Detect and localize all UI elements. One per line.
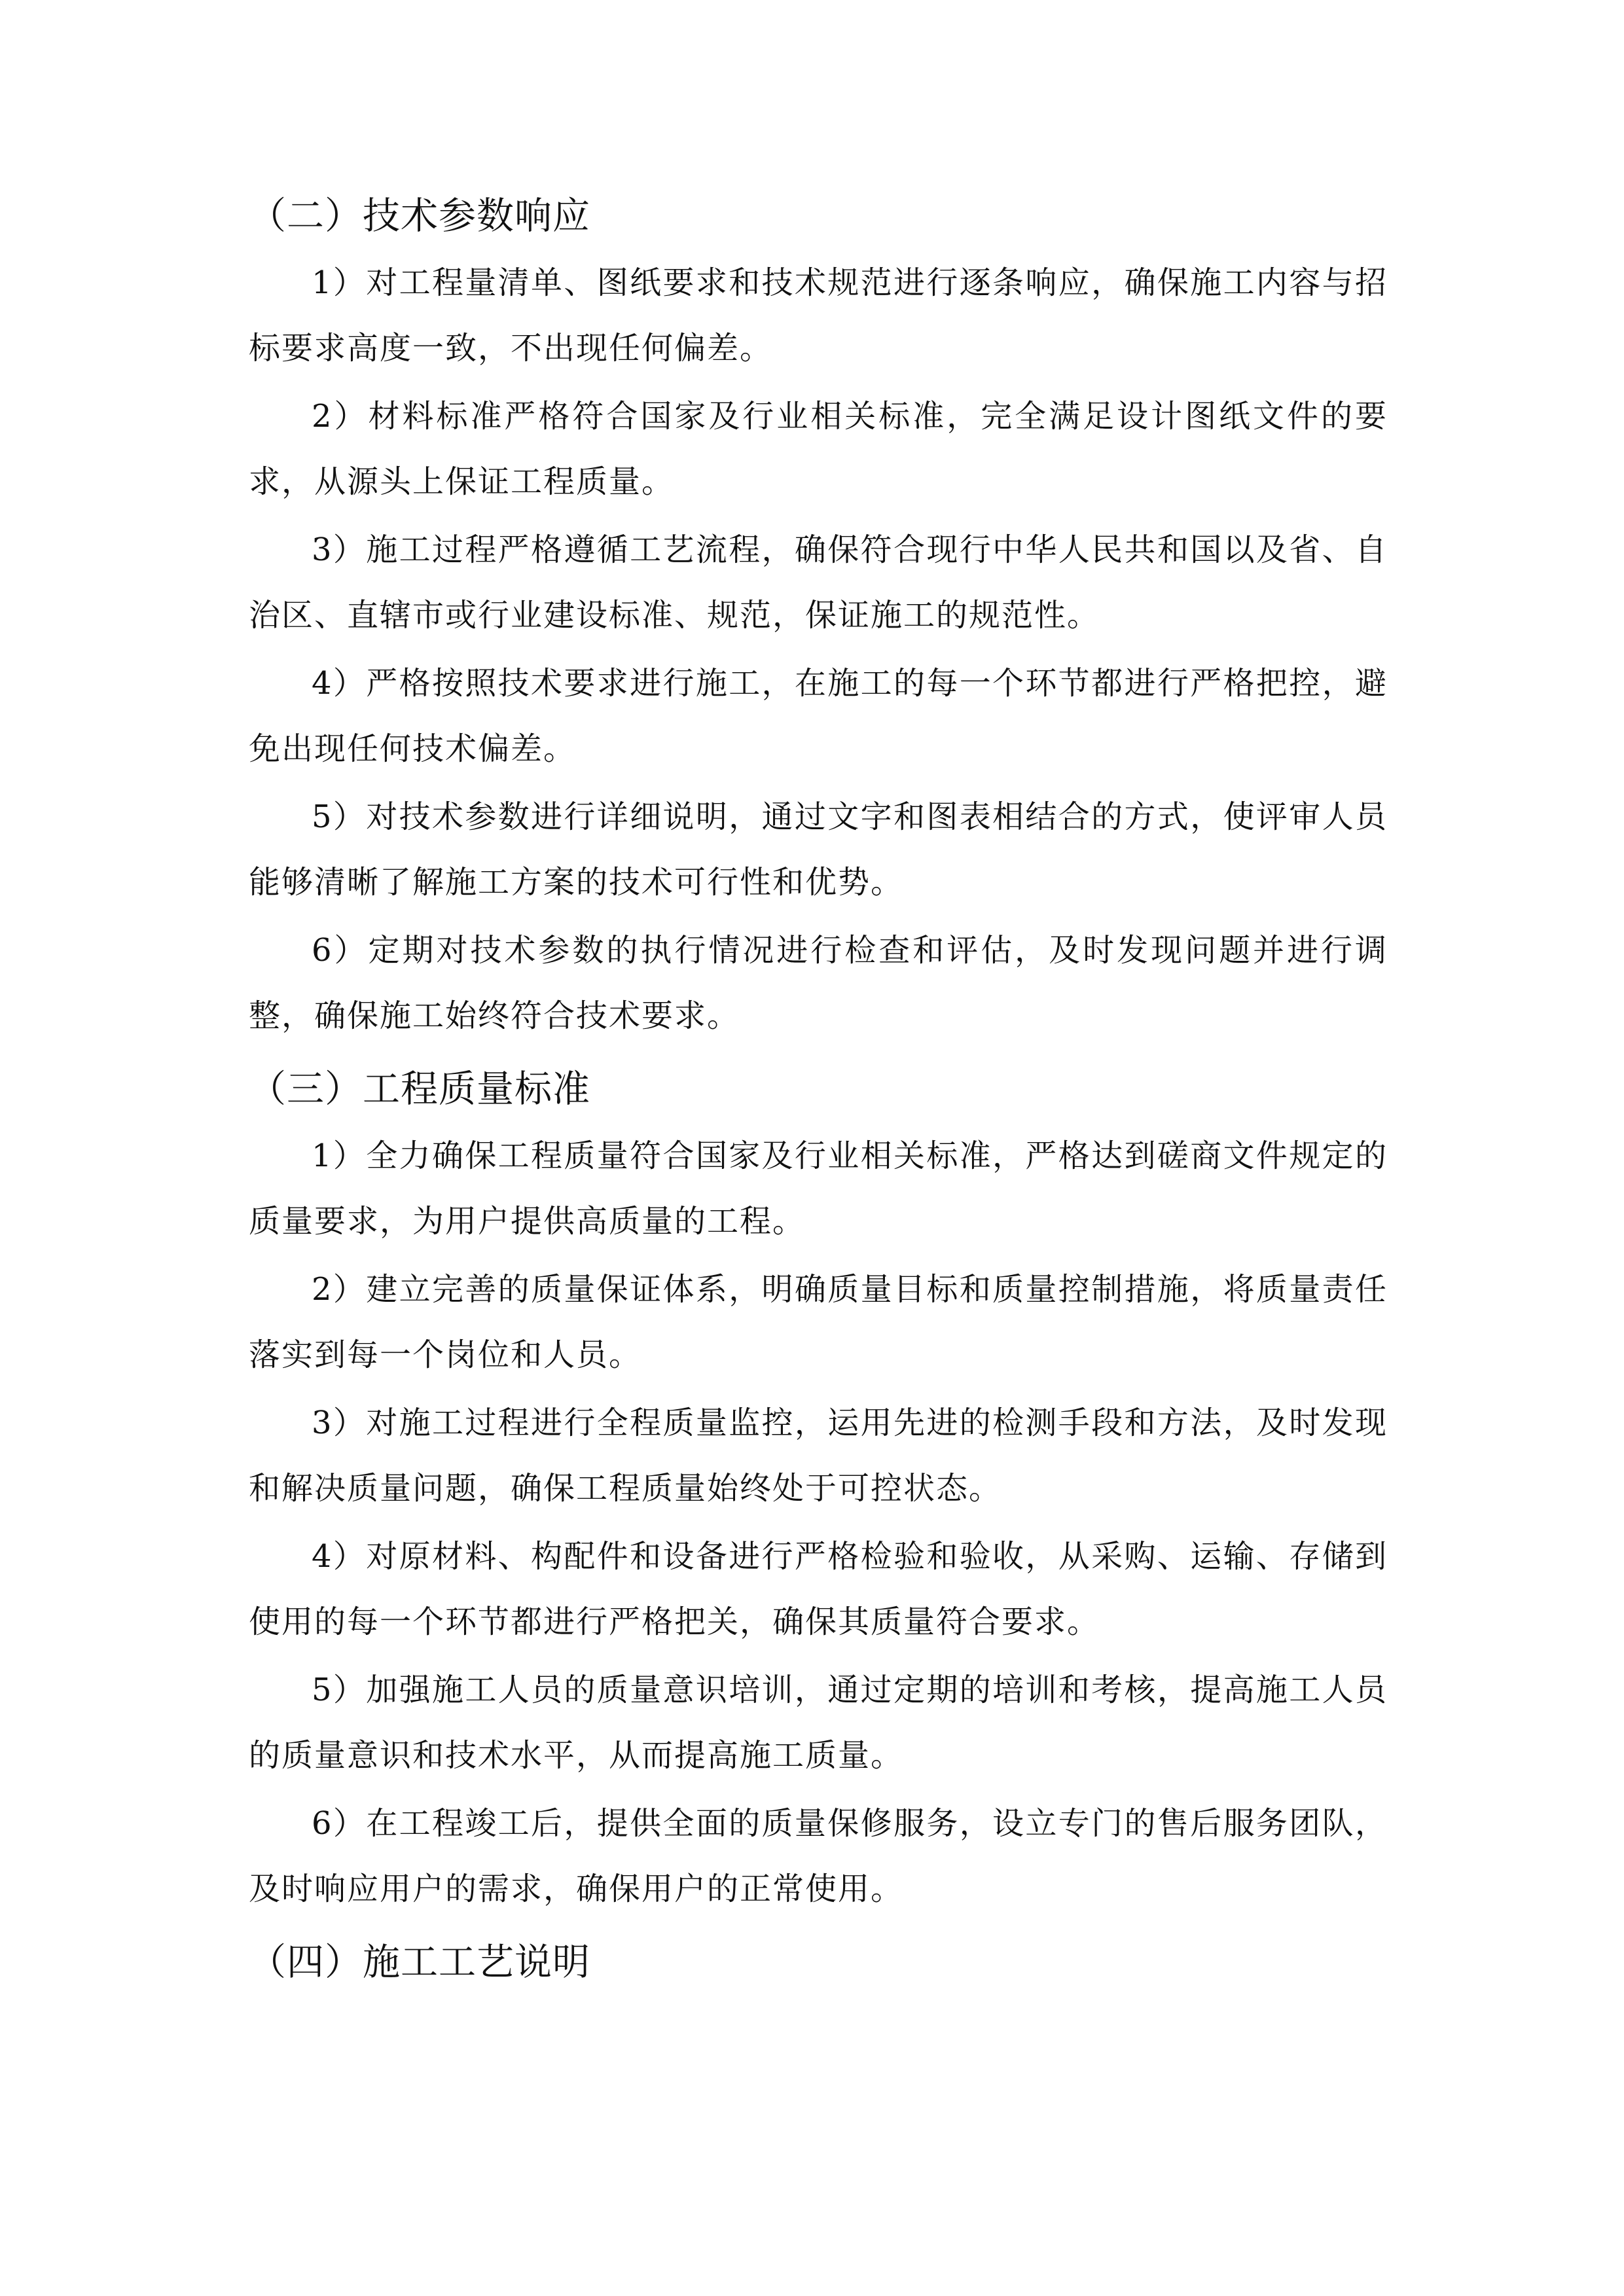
paragraph: 3）对施工过程进行全程质量监控，运用先进的检测手段和方法，及时发现和解决质量问题，确保工程质量始终处于可控状态。 [249,1405,1388,1507]
document-page [249,190,1388,1996]
paragraph: 2）材料标准严格符合国家及行业相关标准，完全满足设计图纸文件的要求，从源头上保证工程质量。 [249,398,1388,500]
paragraph: 2）建立完善的质量保证体系，明确质量目标和质量控制措施，将质量责任落实到每一个岗位和人员。 [249,1271,1388,1373]
paragraph: 6）在工程竣工后，提供全面的质量保修服务，设立专门的售后服务团队，及时响应用户的需求，确保用户的正常使用。 [249,1805,1388,1907]
section-title: （四）施工工艺说明 [249,1941,590,1984]
section-quality-standards [249,1063,1388,1924]
paragraph: 1）对工程量清单、图纸要求和技术规范进行逐条响应，确保施工内容与招标要求高度一致，不出现任何偏差。 [249,264,1388,367]
section-technical-parameters [249,190,1388,1051]
paragraph: 5）对技术参数进行详细说明，通过文字和图表相结合的方式，使评审人员能够清晰了解施工方案的技术可行性和优势。 [249,798,1388,901]
paragraph: 4）对原材料、构配件和设备进行严格检验和验收，从采购、运输、存储到使用的每一个环节都进行严格把关，确保其质量符合要求。 [249,1538,1388,1640]
section-title: （二）技术参数响应 [249,194,590,238]
section-construction-process [249,1936,1388,1988]
section-title: （三）工程质量标准 [249,1067,590,1111]
paragraph: 5）加强施工人员的质量意识培训，通过定期的培训和考核，提高施工人员的质量意识和技术水平，从而提高施工质量。 [249,1672,1388,1774]
paragraph: 4）严格按照技术要求进行施工，在施工的每一个环节都进行严格把控，避免出现任何技术偏差。 [249,665,1388,767]
paragraph: 3）施工过程严格遵循工艺流程，确保符合现行中华人民共和国以及省、自治区、直辖市或行业建设标准、规范，保证施工的规范性。 [249,531,1388,634]
paragraph: 1）全力确保工程质量符合国家及行业相关标准，严格达到磋商文件规定的质量要求，为用户提供高质量的工程。 [249,1138,1388,1240]
paragraph: 6）定期对技术参数的执行情况进行检查和评估，及时发现问题并进行调整，确保施工始终符合技术要求。 [249,932,1388,1034]
